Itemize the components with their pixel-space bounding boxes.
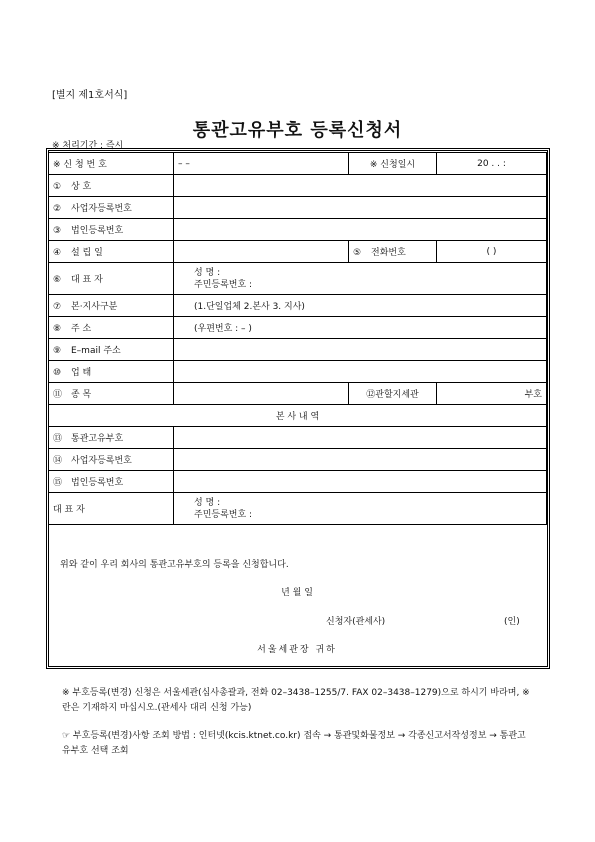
hq-corp-reg-field[interactable] [174,471,547,493]
phone-label: 전화번호 [371,248,406,258]
page-title: 통관고유부호 등록신청서 [192,120,403,141]
addressee: 서울세관장 귀하 [257,645,337,655]
table-row [49,339,547,361]
row-number: ⑧ [53,324,62,334]
application-form-table [48,152,547,525]
receipt-no-field[interactable]: – – [174,153,349,175]
row-number: ⑭ [53,456,63,466]
hq-representative-label: 대 표 자 [49,493,174,525]
email-label: E–mail 주소 [71,346,121,356]
seal-mark: (인) [504,617,520,627]
row-number: ④ [53,248,62,258]
form-number: [별지 제1호서식] [52,90,128,101]
representative-label: 대 표 자 [71,275,103,285]
note-registration: ※ 부호등록(변경) 신청은 서울세관(심사총괄과, 전화 02–3438–1255/7. FAX 02–3438–1279)으로 하시기 바라며, ※란은 기재하지 마십시오.(관세사 대리 신청 가능) [62,688,530,713]
business-type-label: 업 태 [71,368,92,378]
table-row [49,493,547,525]
table-row [49,361,547,383]
receipt-no-label: ※ 신 청 번 호 [49,153,174,175]
table-row [49,383,547,405]
founding-date-label: 설 립 일 [71,248,103,258]
table-row [49,295,547,317]
business-reg-field[interactable] [174,197,547,219]
address-field[interactable]: (우편번호 : – ) [174,317,547,339]
company-name-field[interactable] [174,175,547,197]
table-row [49,405,547,427]
rep-name-line: 성 명 : [194,267,221,278]
email-field[interactable] [174,339,547,361]
row-number: ⑦ [53,302,62,312]
table-row [49,427,547,449]
apply-date-label: ※ 신청일시 [349,153,437,175]
processing-period: ※ 처리기간 : 즉시 [52,141,124,151]
table-row [49,153,547,175]
hq-rep-id-line: 주민등록번호 : [194,509,253,520]
representative-field[interactable] [174,263,547,295]
business-item-field[interactable] [174,383,349,405]
hq-representative-field[interactable] [174,493,547,525]
table-row [49,241,547,263]
table-row [49,219,547,241]
company-name-label: 상 호 [71,182,92,192]
row-number: ⑤ [353,248,362,258]
row-number: ② [53,204,62,214]
section-heading: 본 사 내 역 [49,405,547,427]
applicant-label: 신청자(관세사) [326,617,386,627]
hq-business-reg-field[interactable] [174,449,547,471]
row-number: ⑪ [53,390,63,400]
row-number: ⑩ [53,368,62,378]
rep-id-line: 주민등록번호 : [194,279,253,290]
declaration-text: 위와 같이 우리 회사의 통관고유부호의 등록을 신청합니다. [60,560,289,570]
phone-field[interactable]: ( ) [437,241,547,263]
row-number: ① [53,182,62,192]
customs-code-suffix: 부호 [524,390,542,400]
note-inquiry: ☞ 부호등록(변경)사항 조회 방법 : 인터넷(kcis.ktnet.co.kr) 접속 → 통관및화물정보 → 각종신고서작성정보 → 통관고유부호 선택 조회 [62,731,526,756]
hq-business-reg-label: 사업자등록번호 [71,456,132,466]
table-row [49,471,547,493]
customs-id-label: 통관고유부호 [71,434,124,444]
row-number: ⑨ [53,346,62,356]
row-number: ⑥ [53,275,62,285]
hq-rep-name-line: 성 명 : [194,497,221,508]
corp-reg-label: 법인등록번호 [71,226,124,236]
customs-id-field[interactable] [174,427,547,449]
business-item-label: 종 목 [71,390,92,400]
table-row [49,197,547,219]
corp-reg-field[interactable] [174,219,547,241]
row-number: ⑬ [53,434,63,444]
address-label: 주 소 [71,324,92,334]
declaration-date: 년 월 일 [281,588,313,598]
business-type-field[interactable] [174,361,547,383]
table-row [49,175,547,197]
table-row [49,449,547,471]
table-row [49,317,547,339]
branch-type-label: 본·지사구분 [71,302,118,312]
table-row [49,263,547,295]
apply-date-field[interactable]: 20 . . : [437,153,547,175]
row-number: ③ [53,226,62,236]
row-number: ⑮ [53,478,63,488]
customs-office-label: ⑫관할지세관 [349,383,437,405]
founding-date-field[interactable] [174,241,349,263]
business-reg-label: 사업자등록번호 [71,204,132,214]
branch-type-field[interactable]: (1.단일업체 2.본사 3. 지사) [174,295,547,317]
customs-code-field[interactable] [437,383,547,405]
hq-corp-reg-label: 법인등록번호 [71,478,124,488]
